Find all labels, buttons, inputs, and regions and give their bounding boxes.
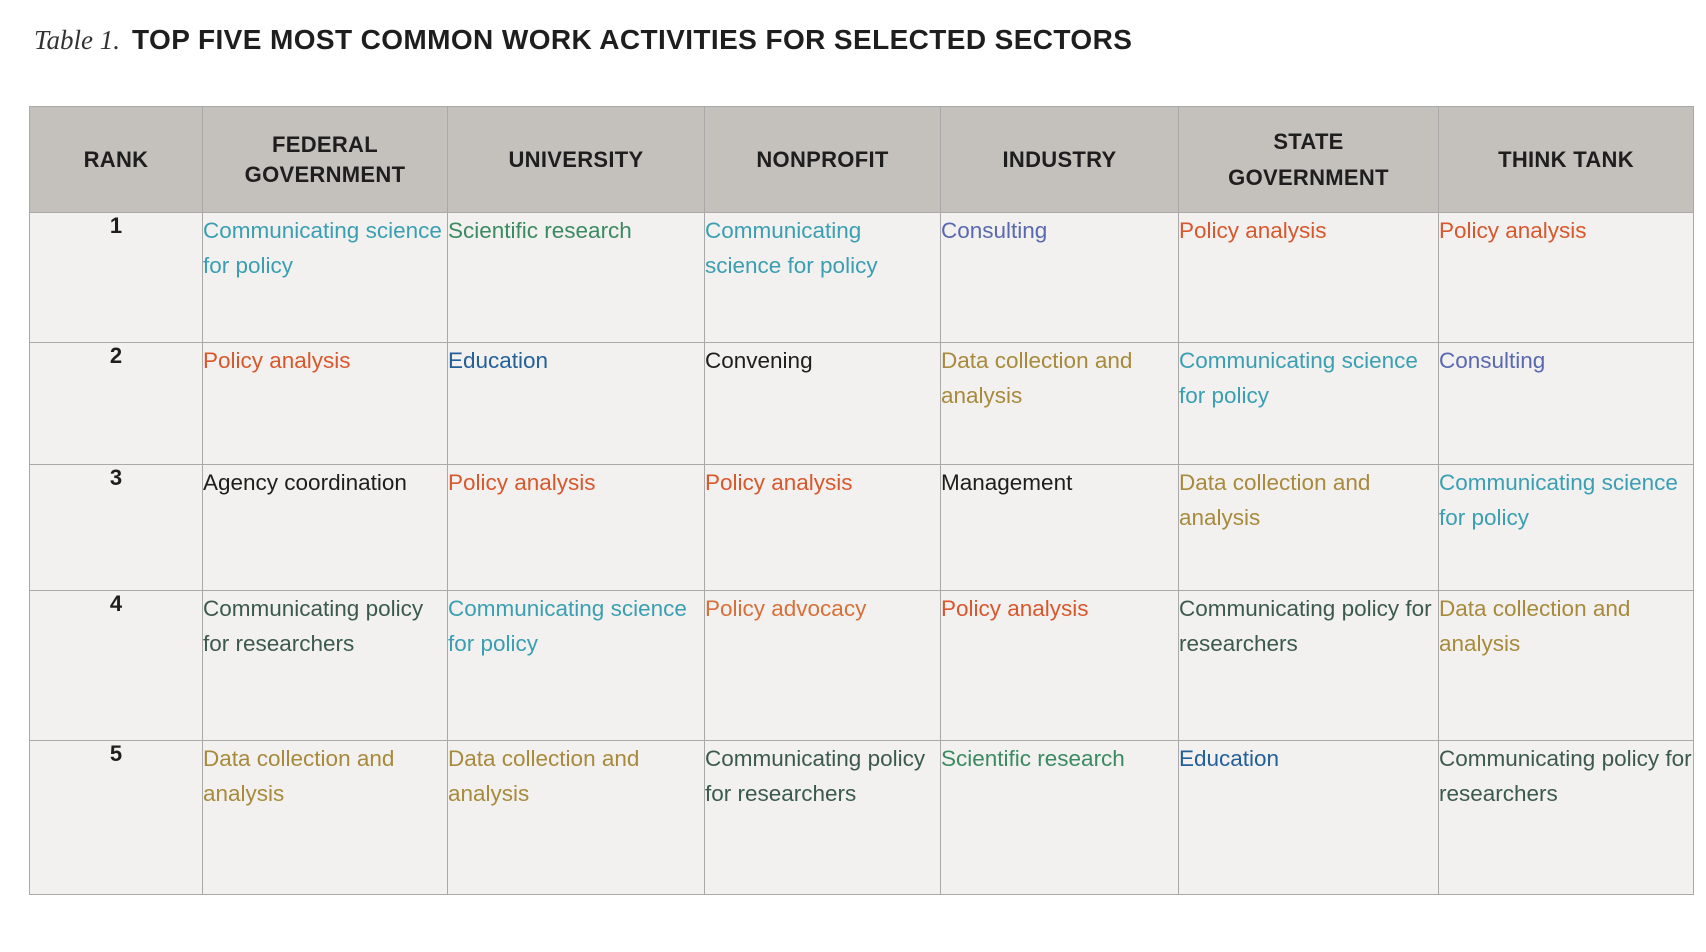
activity-cell: Policy analysis [203,343,448,465]
activity-cell: Policy advocacy [705,591,941,741]
table-row [30,741,1694,895]
caption-title: TOP FIVE MOST COMMON WORK ACTIVITIES FOR SELECTED SECTORS [132,24,1133,55]
activity-cell: Policy analysis [448,465,705,591]
activity-cell: Policy analysis [941,591,1179,741]
activity-cell: Communicating science for policy [203,213,448,343]
activity-cell: Data collection and analysis [448,741,705,895]
activity-cell: Communicating policy for researchers [203,591,448,741]
header-row [30,107,1694,213]
activity-cell: Communicating science for policy [1179,343,1439,465]
activity-cell: Data collection and analysis [1439,591,1694,741]
rank-cell: 1 [30,213,203,343]
table-caption [34,24,1132,64]
activity-cell: Data collection and analysis [1179,465,1439,591]
activity-cell: Communicating science for policy [705,213,941,343]
activity-cell: Consulting [1439,343,1694,465]
activity-cell: Policy analysis [1439,213,1694,343]
table-row [30,591,1694,741]
table-row [30,343,1694,465]
header-state-government: STATE GOVERNMENT [1179,107,1439,213]
activity-cell: Convening [705,343,941,465]
header-think-tank: THINK TANK [1439,107,1694,213]
activity-cell: Education [448,343,705,465]
activity-cell: Agency coordination [203,465,448,591]
header-industry: INDUSTRY [941,107,1179,213]
rank-cell: 2 [30,343,203,465]
activity-cell: Data collection and analysis [941,343,1179,465]
table-row [30,213,1694,343]
activity-cell: Management [941,465,1179,591]
activity-cell: Communicating policy for researchers [1179,591,1439,741]
rank-cell: 3 [30,465,203,591]
activity-cell: Education [1179,741,1439,895]
header-rank: RANK [30,107,203,213]
header-federal-government: FEDERAL GOVERNMENT [203,107,448,213]
activity-cell: Data collection and analysis [203,741,448,895]
rank-cell: 5 [30,741,203,895]
activity-cell: Scientific research [448,213,705,343]
rank-cell: 4 [30,591,203,741]
activities-table [29,106,1694,895]
activity-cell: Scientific research [941,741,1179,895]
activity-cell: Policy analysis [1179,213,1439,343]
caption-label: Table 1. [34,25,121,55]
activity-cell: Communicating policy for researchers [705,741,941,895]
header-university: UNIVERSITY [448,107,705,213]
activity-cell: Policy analysis [705,465,941,591]
activity-cell: Communicating policy for researchers [1439,741,1694,895]
activity-cell: Consulting [941,213,1179,343]
activity-cell: Communicating science for policy [448,591,705,741]
header-nonprofit: NONPROFIT [705,107,941,213]
table-row [30,465,1694,591]
activity-cell: Communicating science for policy [1439,465,1694,591]
